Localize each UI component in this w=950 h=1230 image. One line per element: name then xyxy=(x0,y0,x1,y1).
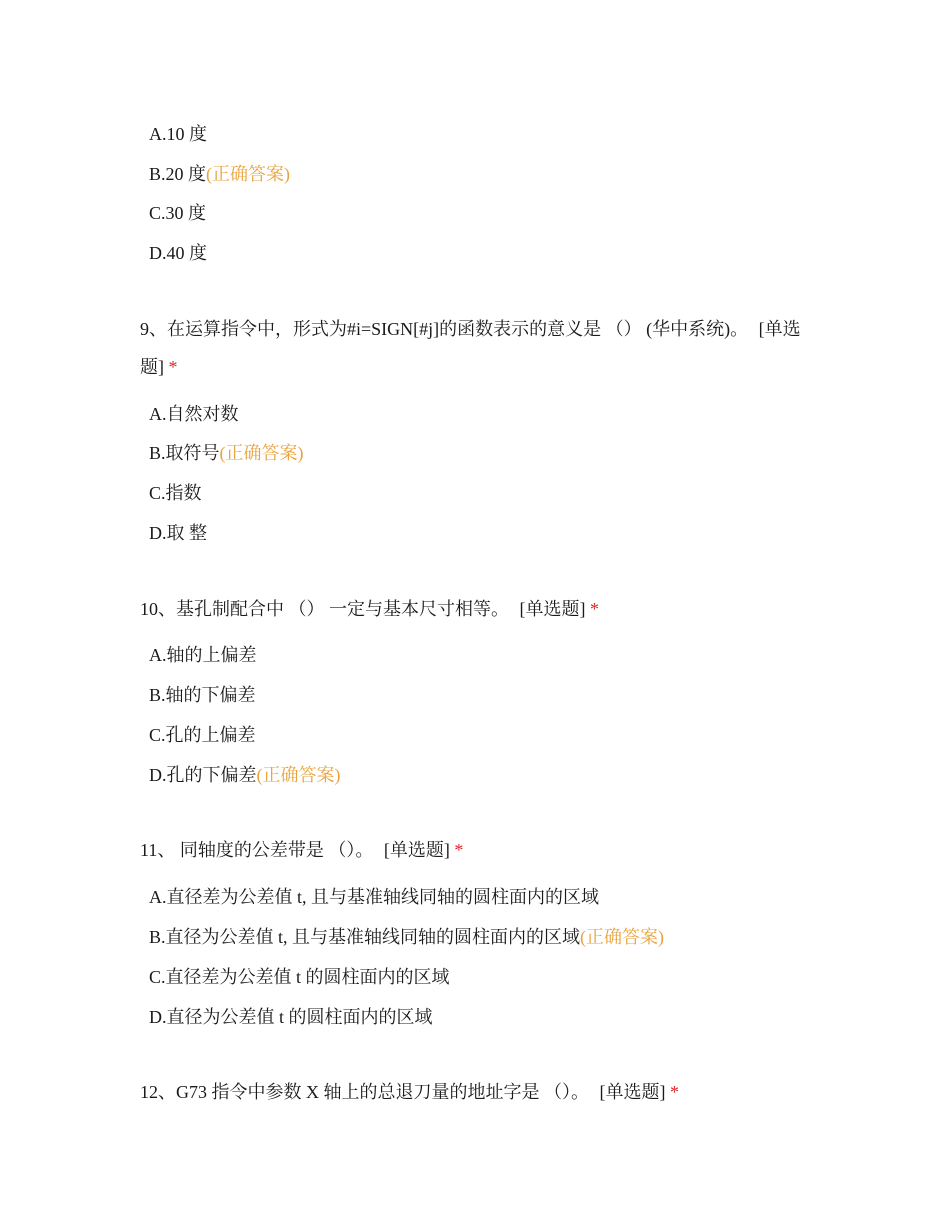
q10-option-c xyxy=(149,723,256,747)
option-text: B.轴的下偏差 xyxy=(149,685,256,705)
q10-option-d xyxy=(149,763,341,787)
option-text: C.直径差为公差值 t 的圆柱面内的区域 xyxy=(149,967,450,987)
option-text: D.孔的下偏差 xyxy=(149,765,257,785)
question-type: [单选题] xyxy=(519,599,586,619)
q11-option-b xyxy=(149,925,664,949)
q10-option-a xyxy=(149,643,257,667)
option-text: A.10 度 xyxy=(149,124,207,144)
q8-option-d xyxy=(149,241,207,265)
question-text: 9、在运算指令中，形式为#i=SIGN[#j]的函数表示的意义是 （） (华中系统)。 xyxy=(140,319,749,339)
q9-question xyxy=(140,310,820,386)
q8-option-a xyxy=(149,122,207,146)
required-star: * xyxy=(454,840,464,860)
correct-answer-label: (正确答案) xyxy=(580,927,665,947)
q9-option-b xyxy=(149,441,304,465)
option-text: C.30 度 xyxy=(149,203,207,223)
correct-answer-label: (正确答案) xyxy=(256,765,341,785)
q11-option-d xyxy=(149,1005,433,1029)
question-type: [单选题] xyxy=(383,840,450,860)
option-text: D.取 整 xyxy=(149,523,207,543)
q9-option-a xyxy=(149,402,239,426)
option-text: A.轴的上偏差 xyxy=(149,645,257,665)
q9-option-c xyxy=(149,481,202,505)
q8-option-c xyxy=(149,201,206,225)
option-text: C.孔的上偏差 xyxy=(149,725,256,745)
option-text: C.指数 xyxy=(149,483,202,503)
q8-option-b xyxy=(149,162,290,186)
option-text: A.直径差为公差值 t, 且与基准轴线同轴的圆柱面内的区域 xyxy=(149,887,599,907)
required-star: * xyxy=(670,1082,679,1102)
option-text: B.20 度 xyxy=(149,164,207,184)
correct-answer-label: (正确答案) xyxy=(219,443,304,463)
q10-option-b xyxy=(149,683,256,707)
question-text: 10、基孔制配合中 （） 一定与基本尺寸相等。 xyxy=(140,599,509,619)
option-text: B.直径为公差值 t, 且与基准轴线同轴的圆柱面内的区域 xyxy=(149,927,581,947)
option-text: D.40 度 xyxy=(149,243,207,263)
option-text: A.自然对数 xyxy=(149,404,239,424)
option-text: D.直径为公差值 t 的圆柱面内的区域 xyxy=(149,1007,433,1027)
q11-question xyxy=(140,831,820,869)
q10-question xyxy=(140,590,820,628)
option-text: B.取符号 xyxy=(149,443,220,463)
required-star: * xyxy=(590,599,599,619)
q9-option-d xyxy=(149,521,207,545)
required-star: * xyxy=(168,357,178,377)
question-type: [单选题] xyxy=(140,319,801,377)
q11-option-a xyxy=(149,885,599,909)
question-text: 12、G73 指令中参数 X 轴上的总退刀量的地址字是 （）。 xyxy=(140,1082,589,1102)
question-text: 11、 同轴度的公差带是 （）。 xyxy=(140,840,374,860)
q11-option-c xyxy=(149,965,450,989)
question-type: [单选题] xyxy=(599,1082,666,1102)
correct-answer-label: (正确答案) xyxy=(206,164,291,184)
q12-question xyxy=(140,1073,820,1111)
